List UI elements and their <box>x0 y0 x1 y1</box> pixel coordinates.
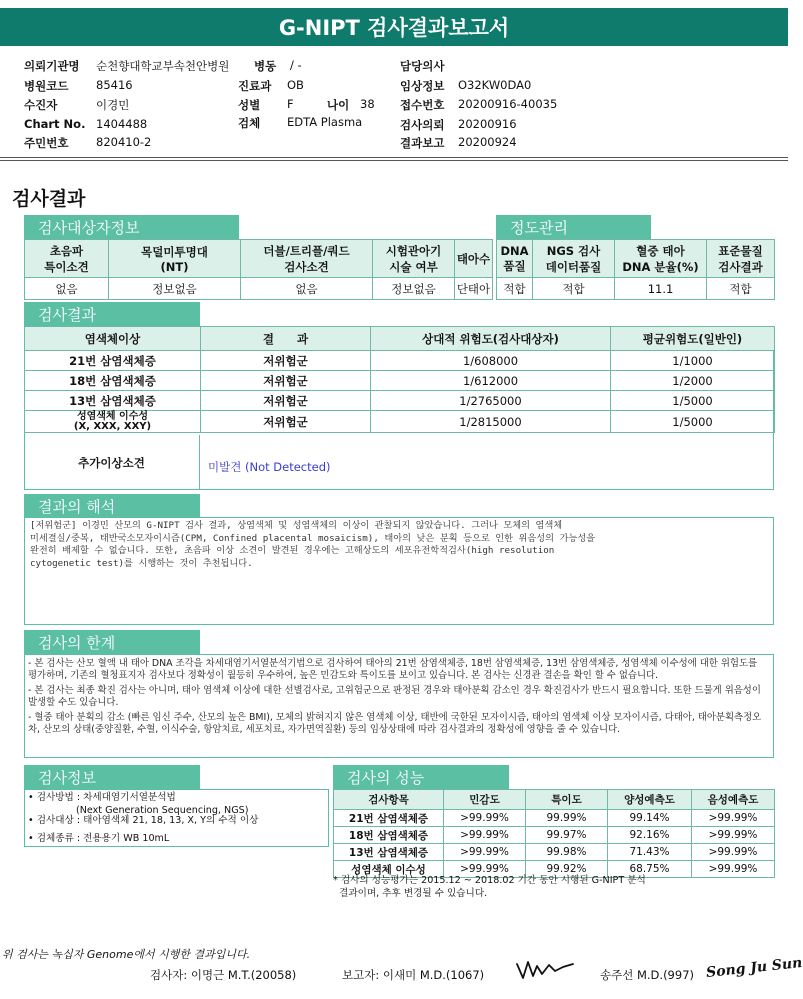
clinical-label: 임상정보 <box>400 79 445 93</box>
table-row <box>25 411 775 433</box>
qc-value: 적합 <box>497 278 533 300</box>
performance-cell: >99.99% <box>444 844 526 861</box>
divider <box>0 157 788 158</box>
result-name: 21번 삼염색체증 <box>25 351 201 371</box>
qc-header: NGS 검사 데이터품질 <box>533 240 615 278</box>
qc-header: DNA 품질 <box>497 240 533 278</box>
hospital-code-value: 85416 <box>96 78 133 92</box>
performance-header: 민감도 <box>444 790 526 810</box>
result-relative: 1/2765000 <box>371 391 611 411</box>
qc-value: 적합 <box>707 278 775 300</box>
specimen-value: EDTA Plasma <box>287 115 363 129</box>
limitations-tab: 검사의 한계 <box>24 630 200 654</box>
performance-note: * 검사의 성능평가는 2015.12 ~ 2018.02 기간 동안 시행된 G-NIPT 분석 결과이며, 추후 변경될 수 있습니다. <box>333 875 646 899</box>
ward-value: / - <box>290 58 302 72</box>
performance-table <box>333 789 775 878</box>
performance-header: 특이도 <box>526 790 608 810</box>
examiner: 검사자: 이명근 M.T.(20058) <box>150 968 297 982</box>
table-row <box>25 351 775 371</box>
result-value: 저위험군 <box>201 371 371 391</box>
reporter-signature-icon <box>515 956 577 982</box>
performance-tab: 검사의 성능 <box>333 765 509 789</box>
report-value: 20200924 <box>458 135 517 149</box>
subject-value: 정보없음 <box>373 278 455 300</box>
test-target: • 검사대상 : 태아염색체 21, 18, 13, X, Y의 수적 이상 <box>28 815 259 826</box>
interpretation-text: [저위험군] 이경민 산모의 G-NIPT 검사 결과, 상염색체 및 성염색체의 이상이 관찰되지 않았습니다. 그러나 모체의 염색체 미세결실/중복, 태반국소모자이시즘(CPM, Confined placental mosaicism), 태아의 낮은 분획 등으로 인한 위음성의 가능성을 완전히 배제할 수 없습니다. 또한, 초음파 이상 소견이 발견된 경우에는 고해상도의 세포유전학적검사(high resolution cytogenetic test)를 시행하는 것이 추천됩니다. <box>30 520 596 569</box>
qc-table <box>496 239 775 300</box>
receiver-value: 이경민 <box>96 98 130 112</box>
institution-label: 의뢰기관명 <box>24 59 80 73</box>
result-average: 1/5000 <box>611 391 775 411</box>
chart-label: Chart No. <box>24 117 86 131</box>
performance-cell: 92.16% <box>608 827 692 844</box>
result-relative: 1/2815000 <box>371 411 611 433</box>
limitations-list <box>28 658 768 739</box>
report-title: G-NIPT 검사결과보고서 <box>0 8 788 46</box>
sex-label: 성별 <box>238 98 261 112</box>
dept-value: OB <box>287 78 304 92</box>
qc-value: 11.1 <box>615 278 707 300</box>
result-value: 저위험군 <box>201 391 371 411</box>
subject-value: 없음 <box>25 278 109 300</box>
subject-header: 더블/트리플/쿼드 검사소견 <box>241 240 373 278</box>
request-label: 검사의뢰 <box>400 118 445 132</box>
chart-value: 1404488 <box>96 117 148 131</box>
performance-cell: >99.99% <box>444 827 526 844</box>
subject-info-tab: 검사대상자정보 <box>24 215 239 239</box>
table-row <box>25 371 775 391</box>
age-label: 나이 <box>327 98 350 112</box>
qc-value: 적합 <box>533 278 615 300</box>
qc-header: 혈중 태아 DNA 분율(%) <box>615 240 707 278</box>
doctor-label: 담당의사 <box>400 59 445 73</box>
divider <box>0 160 788 161</box>
hospital-code-label: 병원코드 <box>24 79 69 93</box>
performance-cell: 71.43% <box>608 844 692 861</box>
performance-cell: >99.99% <box>444 810 526 827</box>
specimen-label: 검체 <box>238 116 261 130</box>
resident-label: 주민번호 <box>24 136 69 150</box>
result-value: 저위험군 <box>201 411 371 433</box>
result-relative: 1/608000 <box>371 351 611 371</box>
performance-header: 음성예측도 <box>692 790 775 810</box>
performance-header: 양성예측도 <box>608 790 692 810</box>
test-specimen: • 검체종류 : 전용용기 WB 10mL <box>28 833 170 844</box>
results-table <box>24 326 775 433</box>
result-name: 성염색체 이수성 (X, XXX, XXY) <box>25 411 201 433</box>
table-row <box>334 827 775 844</box>
ward-label: 병동 <box>254 59 277 73</box>
table-row <box>334 810 775 827</box>
section-title: 검사결과 <box>12 188 86 210</box>
age-value: 38 <box>360 97 375 111</box>
qc-header: 표준물질 검사결과 <box>707 240 775 278</box>
limitation-item: - 혈중 태아 분획의 감소 (빠른 임신 주수, 산모의 높은 BMI), 모체의 밝혀지지 않은 염색체 이상, 태반에 국한된 모자이시즘, 태아의 염색체 이상 모자이시즘, 다태아, 태아분획측정오차, 산모의 상태(중양질환, 수혈, 이식수술, 항암치료, 세포치료, 자가면역질환) 등의 임상상태에 따라 검사결과의 정확성에 영향을 줄 수 있습니다. <box>28 712 762 735</box>
approver-signature: Song Ju Sun <box>705 955 803 981</box>
results-tab: 검사결과 <box>24 302 200 326</box>
footer-statement: 위 검사는 녹십자 Genome에서 시행한 결과입니다. <box>2 948 251 961</box>
test-info-tab: 검사정보 <box>24 765 200 789</box>
performance-cell: 99.14% <box>608 810 692 827</box>
additional-label: 추가이상소견 <box>24 435 200 490</box>
performance-cell: 99.97% <box>526 827 608 844</box>
clinical-value: O32KW0DA0 <box>458 78 532 92</box>
limitation-item: - 본 검사는 산모 혈액 내 태아 DNA 조각을 차세대염기서열분석기법으로 검사하여 태아의 21번 삼염색체증, 18번 삼염색체증, 13번 삼염색체증, 성염색체 이수성에 대한 위험도를 평가하며, 기존의 혈청표지자 검사보다 정확성이 월등히 우수하여, 높은 민감도와 특이도를 보이고 있습니다. 본 검사는 신경관 결손을 확인 할 수 없습니다. <box>28 658 758 681</box>
results-header: 염색체이상 <box>25 327 201 351</box>
receipt-no-label: 접수번호 <box>400 98 445 112</box>
performance-cell: >99.99% <box>692 861 775 878</box>
performance-cell: 99.92% <box>526 861 608 878</box>
subject-value: 단태아 <box>455 278 493 300</box>
subject-header: 시험관아기 시술 여부 <box>373 240 455 278</box>
request-value: 20200916 <box>458 117 517 131</box>
performance-cell: 68.75% <box>608 861 692 878</box>
result-relative: 1/612000 <box>371 371 611 391</box>
institution-value: 순천향대학교부속천안병원 <box>96 59 230 73</box>
additional-value: 미발견 (Not Detected) <box>208 460 331 474</box>
dept-label: 진료과 <box>238 79 272 93</box>
results-header: 상대적 위험도(검사대상자) <box>371 327 611 351</box>
receipt-no-value: 20200916-40035 <box>458 97 558 111</box>
subject-value: 정보없음 <box>109 278 241 300</box>
result-name: 18번 삼염색체증 <box>25 371 201 391</box>
result-average: 1/2000 <box>611 371 775 391</box>
interpretation-tab: 결과의 해석 <box>24 494 200 518</box>
table-row <box>25 391 775 411</box>
performance-cell: >99.99% <box>444 861 526 878</box>
results-header: 평균위험도(일반인) <box>611 327 775 351</box>
result-average: 1/1000 <box>611 351 775 371</box>
table-row <box>334 844 775 861</box>
test-method: • 검사방법 : 차세대염기서열분석법 (Next Generation Sequencing, NGS) <box>28 792 249 816</box>
resident-value: 820410-2 <box>96 135 152 149</box>
performance-cell: >99.99% <box>692 810 775 827</box>
result-name: 13번 삼염색체증 <box>25 391 201 411</box>
subject-value: 없음 <box>241 278 373 300</box>
reporter: 보고자: 이새미 M.D.(1067) <box>342 968 485 982</box>
approver: 송주선 M.D.(997) <box>600 968 694 982</box>
limitation-item: - 본 검사는 최종 확진 검사는 아니며, 태아 염색체 이상에 대한 선별검사로, 고위험군으로 판정된 경우와 태아분획 감소인 경우 확진검사가 반드시 필요합니다. 또한 드물게 위음성이 발생할 수도 있습니다. <box>28 685 761 708</box>
performance-item: 13번 삼염색체증 <box>334 844 444 861</box>
performance-cell: >99.99% <box>692 844 775 861</box>
performance-cell: 99.98% <box>526 844 608 861</box>
results-header: 결 과 <box>201 327 371 351</box>
performance-item: 18번 삼염색체증 <box>334 827 444 844</box>
performance-item: 성염색체 이수성 <box>334 861 444 878</box>
performance-header: 검사항목 <box>334 790 444 810</box>
receiver-label: 수진자 <box>24 98 58 112</box>
subject-header: 목덜미투명대 (NT) <box>109 240 241 278</box>
report-label: 결과보고 <box>400 136 445 150</box>
result-value: 저위험군 <box>201 351 371 371</box>
subject-info-table <box>24 239 493 300</box>
performance-item: 21번 삼염색체증 <box>334 810 444 827</box>
sex-value: F <box>287 97 294 111</box>
qc-tab: 정도관리 <box>496 215 651 239</box>
subject-header: 초음파 특이소견 <box>25 240 109 278</box>
performance-cell: 99.99% <box>526 810 608 827</box>
performance-cell: >99.99% <box>692 827 775 844</box>
result-average: 1/5000 <box>611 411 775 433</box>
subject-header: 태아수 <box>455 240 493 278</box>
